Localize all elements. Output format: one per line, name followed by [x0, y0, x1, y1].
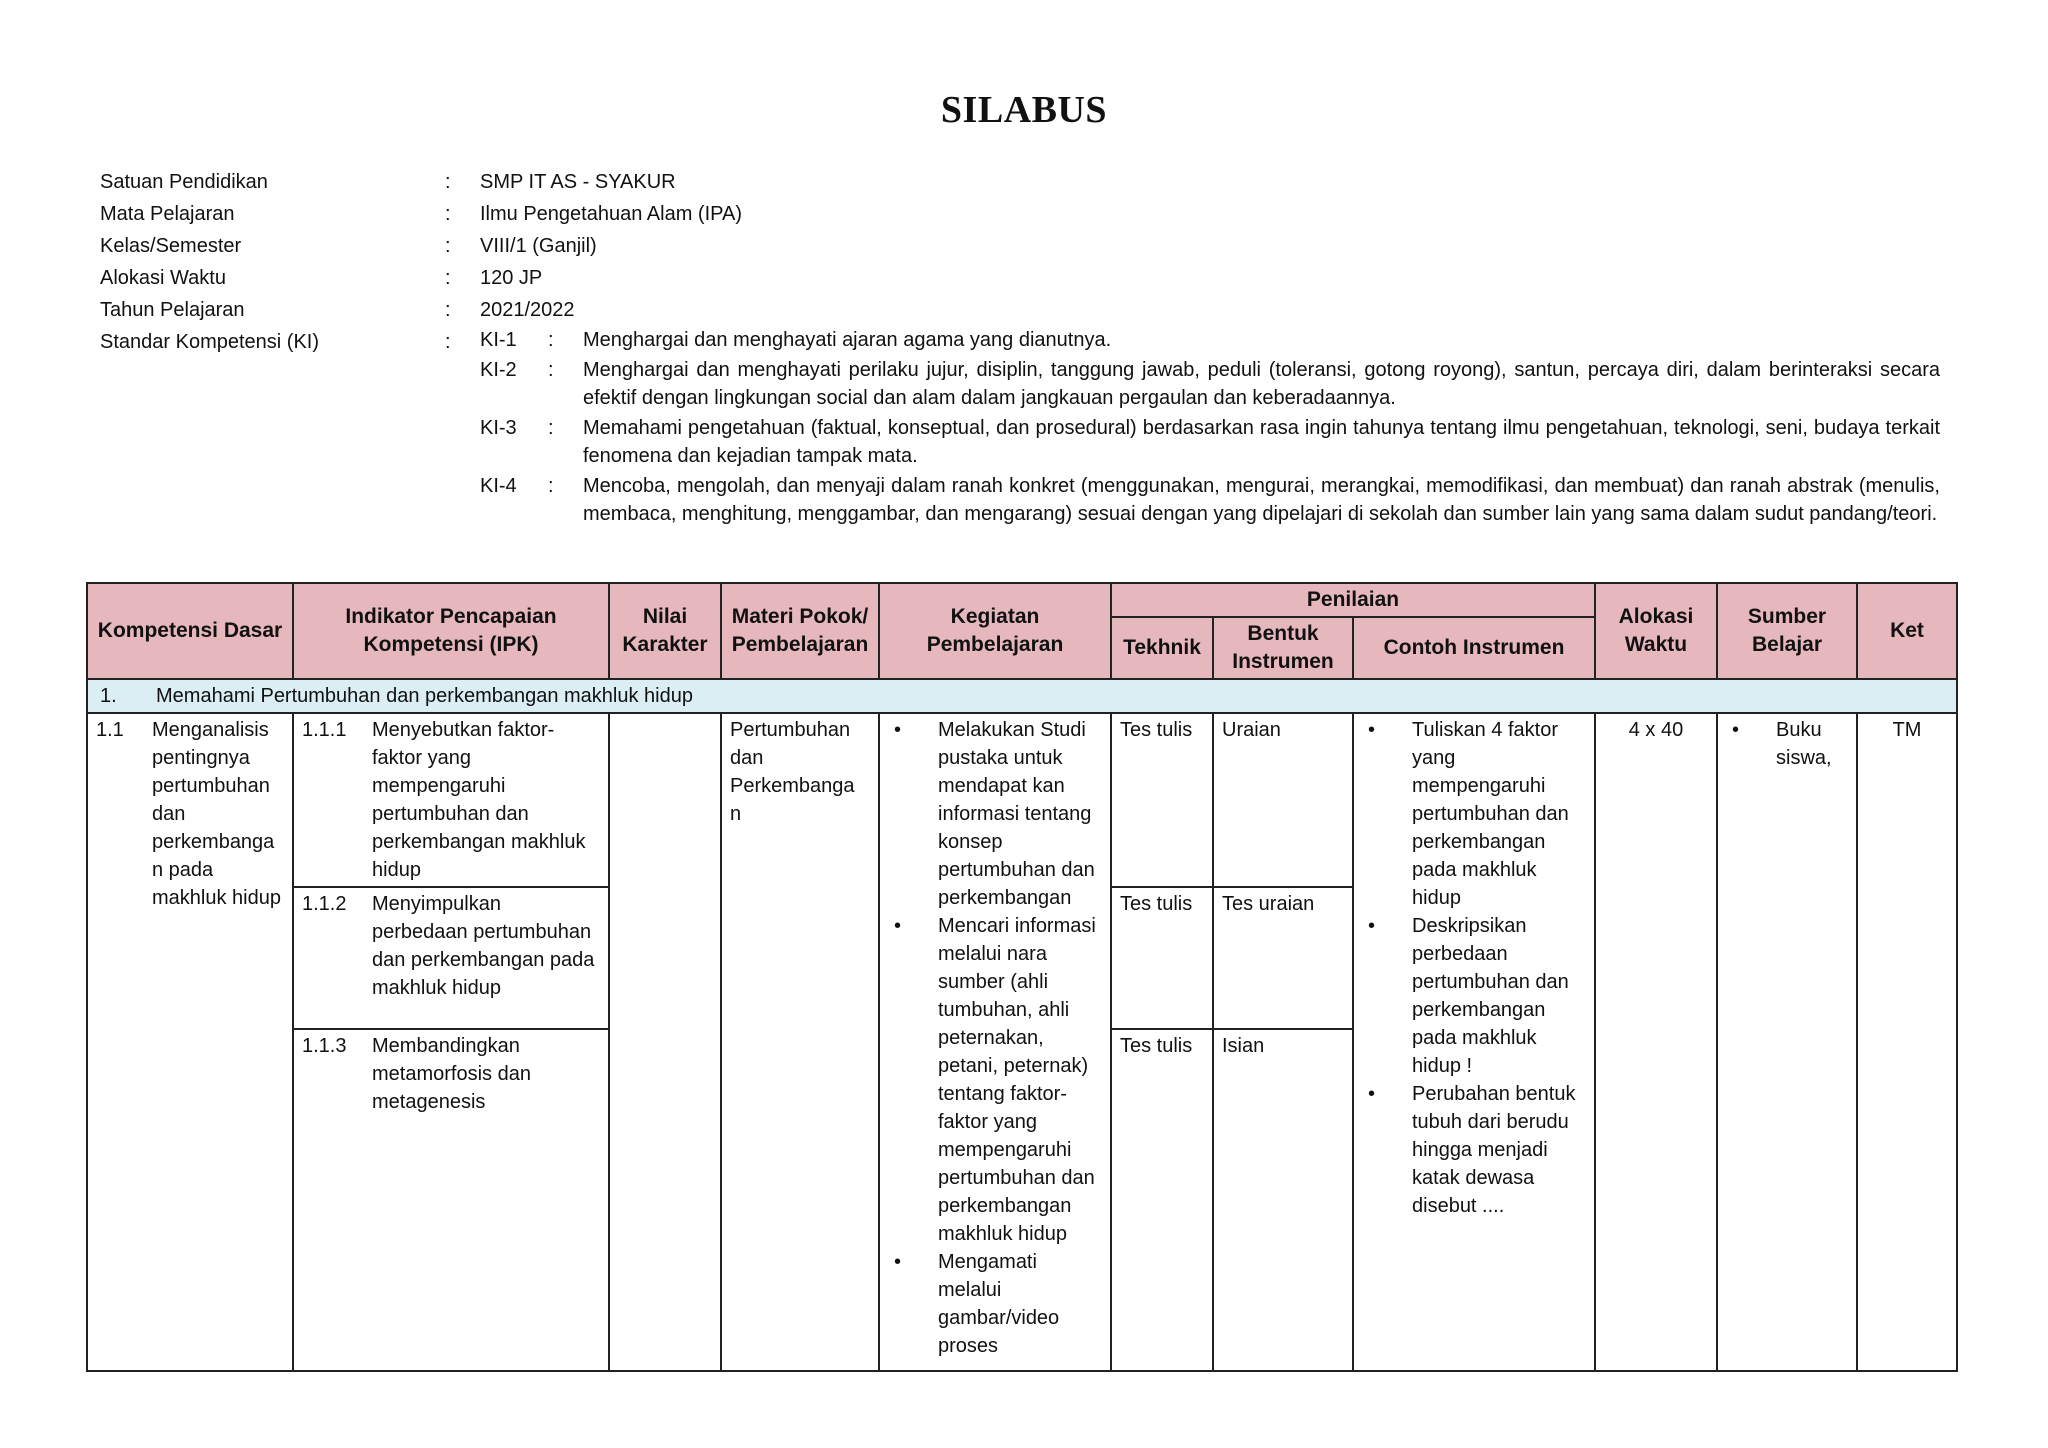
- contoh-cell: [1353, 713, 1595, 1371]
- info-row: [100, 294, 1960, 326]
- info-value: SMP IT AS - SYAKUR: [480, 171, 676, 193]
- ipk-cell: [293, 713, 609, 887]
- info-row: [100, 166, 1960, 198]
- materi-text: Pertumbuhan dan Perkembanga n: [730, 719, 855, 825]
- bentuk-text: Uraian: [1222, 719, 1281, 741]
- ipk-text: Membandingkan metamorfosis dan metagenesis: [372, 1035, 531, 1113]
- col-header-kegiatan: Kegiatan Pembelajaran: [879, 583, 1111, 679]
- nilai-cell: [609, 713, 721, 1371]
- alokasi-cell: [1595, 713, 1717, 1371]
- alokasi-text: 4 x 40: [1628, 719, 1684, 741]
- ipk-cell: [293, 887, 609, 1029]
- contoh-text: Perubahan bentuk tubuh dari berudu hingga menjadi katak dewasa disebut ....: [1412, 1083, 1576, 1217]
- info-row: [100, 262, 1960, 294]
- ki-code: KI-2: [480, 359, 517, 381]
- info-label: Kelas/Semester: [100, 235, 242, 257]
- contoh-text: Deskripsikan perbedaan pertumbuhan dan perkembangan pada makhluk hidup !: [1412, 915, 1569, 1077]
- teknik-cell: [1111, 713, 1213, 887]
- syllabus-table: [86, 582, 1958, 1372]
- ki-item: [480, 472, 1940, 528]
- page-title: SILABUS: [940, 89, 1108, 131]
- kegiatan-cell: [879, 713, 1111, 1371]
- list-item: [888, 912, 1102, 1248]
- ki-item: [480, 356, 1940, 412]
- ki-colon: :: [548, 329, 554, 351]
- ki-colon: :: [548, 475, 554, 497]
- ki-text: Menghargai dan menghayati perilaku jujur, disiplin, tanggung jawab, peduli (toleransi, gotong royong), santun, percaya diri, dalam berinteraksi secara efektif dengan lingkungan social dan alam dalam jangkauan pergaulan dan keberadaannya.: [583, 359, 1940, 409]
- ki-text: Memahami pengetahuan (faktual, konseptual, dan prosedural) berdasarkan rasa ingin tahunya tentang ilmu pengetahuan, teknologi, seni, budaya terkait fenomena dan kejadian tampak mata.: [583, 417, 1940, 467]
- bullet: •: [894, 719, 902, 741]
- sumber-text: Buku siswa,: [1776, 719, 1832, 769]
- info-row: [100, 230, 1960, 262]
- header-row: [87, 583, 1957, 617]
- materi-cell: [721, 713, 879, 1371]
- info-value: 2021/2022: [480, 299, 575, 321]
- col-header-kd: Kompetensi Dasar: [87, 583, 293, 679]
- bentuk-cell: [1213, 1029, 1353, 1371]
- section-title: Memahami Pertumbuhan dan perkembangan makhluk hidup: [156, 685, 693, 707]
- bentuk-text: Isian: [1222, 1035, 1265, 1057]
- col-header-ket: Ket: [1857, 583, 1957, 679]
- info-value: Ilmu Pengetahuan Alam (IPA): [480, 203, 742, 225]
- bullet: •: [1368, 915, 1376, 937]
- teknik-text: Tes tulis: [1120, 719, 1193, 741]
- ki-colon: :: [548, 359, 554, 381]
- info-colon: :: [445, 171, 451, 193]
- kegiatan-text: Melakukan Studi pustaka untuk mendapat kan informasi tentang konsep pertumbuhan dan perkembangan: [938, 719, 1095, 909]
- ipk-cell: [293, 1029, 609, 1371]
- table-row: [87, 713, 1957, 887]
- info-colon: :: [445, 203, 451, 225]
- ki-code: KI-1: [480, 329, 517, 351]
- ket-cell: [1857, 713, 1957, 1371]
- ki-text: Menghargai dan menghayati ajaran agama yang dianutnya.: [583, 329, 1112, 351]
- ki-item: [480, 326, 1940, 354]
- col-header-materi: Materi Pokok/ Pembelajaran: [721, 583, 879, 679]
- kegiatan-text: Mengamati melalui gambar/video proses: [938, 1251, 1060, 1357]
- ki-text: Mencoba, mengolah, dan menyaji dalam ranah konkret (menggunakan, mengurai, merangkai, memodifikasi, dan membuat) dan ranah abstrak (menulis, membaca, menghitung, menggambar, dan mengarang) sesuai dengan yang dipelajari di sekolah dan sumber lain yang sama dalam sudut pandang/teori.: [583, 475, 1940, 525]
- kegiatan-text: Mencari informasi melalui nara sumber (ahli tumbuhan, ahli peternakan, petani, peternak) tentang faktor-faktor yang mempengaruhi pertumbuhan dan perkembangan makhluk hidup: [938, 915, 1096, 1245]
- info-colon: :: [445, 267, 451, 289]
- info-colon: :: [445, 331, 451, 353]
- info-label: Alokasi Waktu: [100, 267, 226, 289]
- ki-colon: :: [548, 417, 554, 439]
- info-label: Satuan Pendidikan: [100, 171, 268, 193]
- col-header-bentuk: Bentuk Instrumen: [1213, 617, 1353, 679]
- teknik-cell: [1111, 1029, 1213, 1371]
- kd-text: Menganalisis pentingnya pertumbuhan dan perkembanga n pada makhluk hidup: [152, 719, 281, 909]
- list-item: [1726, 716, 1848, 772]
- section-number: 1.: [100, 685, 117, 707]
- bentuk-cell: [1213, 713, 1353, 887]
- bullet: •: [1732, 719, 1740, 741]
- bullet: •: [1368, 1083, 1376, 1105]
- info-value: VIII/1 (Ganjil): [480, 235, 597, 257]
- kd-cell: [87, 713, 293, 1371]
- col-header-nilai: Nilai Karakter: [609, 583, 721, 679]
- list-item: [888, 1248, 1102, 1360]
- section-row: [87, 679, 1957, 713]
- ipk-number: 1.1.3: [302, 1035, 347, 1057]
- list-item: [1362, 1080, 1586, 1220]
- ipk-text: Menyimpulkan perbedaan pertumbuhan dan perkembangan pada makhluk hidup: [372, 893, 595, 999]
- col-header-alokasi: Alokasi Waktu: [1595, 583, 1717, 679]
- teknik-text: Tes tulis: [1120, 893, 1193, 915]
- list-item: [1362, 716, 1586, 912]
- bullet: •: [1368, 719, 1376, 741]
- col-header-sumber: Sumber Belajar: [1717, 583, 1857, 679]
- ki-item: [480, 414, 1940, 470]
- info-label: Standar Kompetensi (KI): [100, 331, 319, 353]
- list-item: [888, 716, 1102, 912]
- info-row: [100, 198, 1960, 230]
- info-value: 120 JP: [480, 267, 543, 289]
- bullet: •: [894, 1251, 902, 1273]
- ki-code: KI-4: [480, 475, 517, 497]
- kd-number: 1.1: [96, 719, 124, 741]
- info-label: Tahun Pelajaran: [100, 299, 245, 321]
- bentuk-cell: [1213, 887, 1353, 1029]
- col-header-ipk: Indikator Pencapaian Kompetensi (IPK): [293, 583, 609, 679]
- teknik-cell: [1111, 887, 1213, 1029]
- contoh-text: Tuliskan 4 faktor yang mempengaruhi pertumbuhan dan perkembangan pada makhluk hidup: [1412, 719, 1569, 909]
- teknik-text: Tes tulis: [1120, 1035, 1193, 1057]
- ipk-number: 1.1.1: [302, 719, 347, 741]
- info-label: Mata Pelajaran: [100, 203, 235, 225]
- list-item: [1362, 912, 1586, 1080]
- col-header-teknik: Tekhnik: [1111, 617, 1213, 679]
- sumber-cell: [1717, 713, 1857, 1371]
- ipk-number: 1.1.2: [302, 893, 347, 915]
- info-colon: :: [445, 299, 451, 321]
- ket-text: TM: [1892, 719, 1922, 741]
- bullet: •: [894, 915, 902, 937]
- ki-code: KI-3: [480, 417, 517, 439]
- section-cell: [87, 679, 1957, 713]
- ki-list: [480, 326, 1940, 530]
- col-header-penilaian: Penilaian: [1111, 583, 1595, 617]
- col-header-contoh: Contoh Instrumen: [1353, 617, 1595, 679]
- info-colon: :: [445, 235, 451, 257]
- bentuk-text: Tes uraian: [1222, 893, 1315, 915]
- ipk-text: Menyebutkan faktor-faktor yang mempengaruhi pertumbuhan dan perkembangan makhluk hidup: [372, 719, 586, 881]
